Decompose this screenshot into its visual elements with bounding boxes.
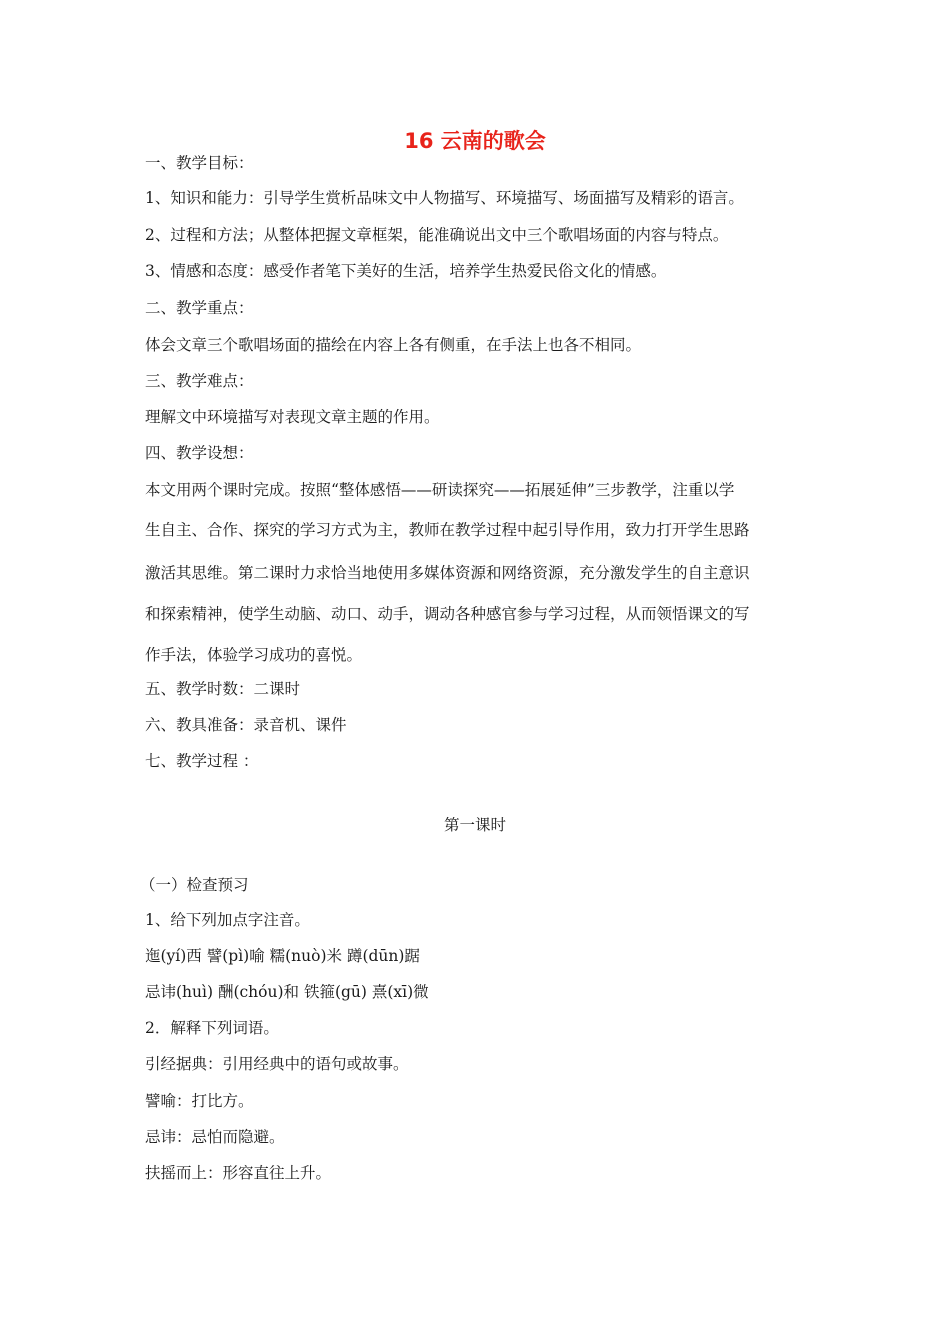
definition-yinjingjudian: 引经据典：引用经典中的语句或故事。 <box>145 1055 409 1073</box>
heading-preview-check: （一）检查预习 <box>140 876 249 894</box>
goal-process: 2、过程和方法；从整体把握文章框架，能准确说出文中三个歌唱场面的内容与特点。 <box>145 226 729 244</box>
heading-key-points: 二、教学重点： <box>145 299 254 317</box>
goal-emotion: 3、情感和态度：感受作者笔下美好的生活，培养学生热爱民俗文化的情感。 <box>145 262 667 280</box>
pinyin-row-2: 忌讳(huì) 酬(chóu)和 铁箍(gū) 熹(xī)微 <box>145 983 429 1001</box>
key-points-text: 体会文章三个歌唱场面的描绘在内容上各有侧重，在手法上也各不相同。 <box>145 336 642 354</box>
goal-knowledge: 1、知识和能力：引导学生赏析品味文中人物描写、环境描写、场面描写及精彩的语言。 <box>145 189 744 207</box>
section-heading-first-lesson: 第一课时 <box>443 816 506 834</box>
pinyin-row-1: 迤(yí)西 譬(pì)喻 糯(nuò)米 蹲(dūn)踞 <box>145 947 420 965</box>
exercise-1-title: 1、给下列加点字注音。 <box>145 911 310 929</box>
heading-teaching-goals: 一、教学目标： <box>145 154 254 172</box>
teaching-hours: 五、教学时数：二课时 <box>145 680 301 698</box>
heading-difficulties: 三、教学难点： <box>145 372 254 390</box>
ideas-paragraph-line-2: 生自主、合作、探究的学习方式为主，教师在教学过程中起引导作用，致力打开学生思路 <box>145 521 750 539</box>
document-title: 16 云南的歌会 <box>404 129 546 153</box>
ideas-paragraph-line-5: 作手法，体验学习成功的喜悦。 <box>145 646 363 664</box>
heading-teaching-ideas: 四、教学设想： <box>145 444 254 462</box>
heading-teaching-process: 七、教学过程 ： <box>145 752 259 770</box>
definition-jihui: 忌讳：忌怕而隐避。 <box>145 1128 285 1146</box>
difficulties-text: 理解文中环境描写对表现文章主题的作用。 <box>145 408 440 426</box>
ideas-paragraph-line-4: 和探索精神，使学生动脑、动口、动手，调动各种感官参与学习过程，从而领悟课文的写 <box>145 605 750 623</box>
exercise-2-title: 2．解释下列词语。 <box>145 1019 279 1037</box>
definition-fuyaoershang: 扶摇而上：形容直往上升。 <box>145 1164 332 1182</box>
teaching-tools: 六、教具准备：录音机、课件 <box>145 716 347 734</box>
ideas-paragraph-line-1: 本文用两个课时完成。按照“整体感悟——研读探究——拓展延伸”三步教学，注重以学 <box>145 481 735 499</box>
ideas-paragraph-line-3: 激活其思维。第二课时力求恰当地使用多媒体资源和网络资源，充分激发学生的自主意识 <box>145 564 750 582</box>
definition-piyu: 譬喻：打比方。 <box>145 1092 254 1110</box>
